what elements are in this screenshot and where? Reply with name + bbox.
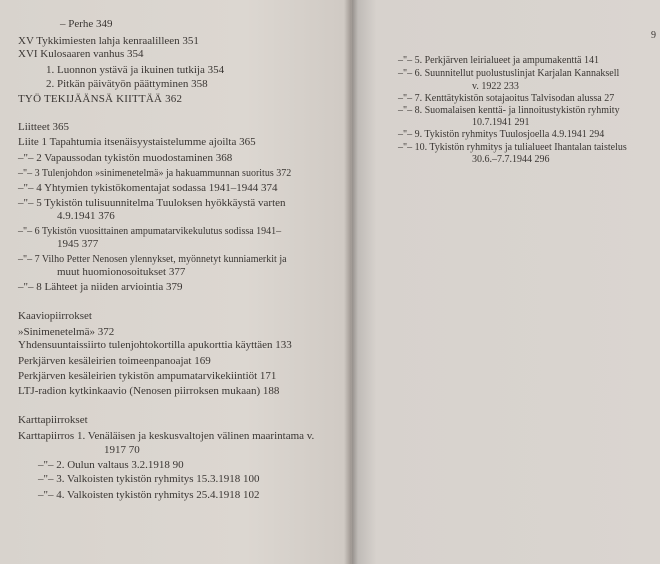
map-line: –"– 9. Tykistön ryhmitys Tuulosjoella 4.9.1941 294 [398,129,605,140]
toc-line: – Perhe 349 [60,18,113,30]
diagram-line: »Sinimenetelmä» 372 [18,326,115,338]
appendix-line: –"– 7 Vilho Petter Nenosen ylennykset, myönnetyt kunniamerkit ja [18,254,287,265]
map-line-cont: 10.7.1941 291 [472,117,530,128]
toc-line: XVI Kulosaaren vanhus 354 [18,48,144,60]
diagram-line: Perkjärven kesäleirien toimeenpanoajat 169 [18,355,211,367]
book-gutter [344,0,358,564]
appendix-line: –"– 4 Yhtymien tykistökomentajat sodassa 1941–1944 374 [18,182,278,194]
map-line: –"– 8. Suomalaisen kenttä- ja linnoitustykistön ryhmity [398,105,620,116]
appendix-line-cont: 4.9.1941 376 [57,210,115,222]
toc-line: XV Tykkimiesten lahja kenraalilleen 351 [18,35,199,47]
right-page [352,0,660,564]
map-line: –"– 10. Tykistön ryhmitys ja tulialueet Ihantalan taistelus [398,142,627,153]
map-line: Karttapiirros 1. Venäläisen ja keskusvaltojen välinen maarintama v. [18,430,315,442]
appendix-line: Liite 1 Tapahtumia itsenäisyystaistelumme ajoilta 365 [18,136,256,148]
toc-line: 2. Pitkän päivätyön päättyminen 358 [46,78,208,90]
map-line: –"– 7. Kenttätykistön sotajaoitus Talvisodan alussa 27 [398,93,615,104]
appendix-line: –"– 6 Tykistön vuosittainen ampumatarvikekulutus sodissa 1941– [18,226,282,237]
toc-line: 1. Luonnon ystävä ja ikuinen tutkija 354 [46,64,225,76]
appendix-line: –"– 2 Vapaussodan tykistön muodostaminen 368 [18,152,233,164]
appendix-line-cont: muut huomionosoitukset 377 [57,266,186,278]
map-line: –"– 6. Suunnitellut puolustuslinjat Karjalan Kannaksell [398,68,620,79]
section-heading: Kaaviopiirrokset [18,310,92,322]
toc-heading: TYÖ TEKIJÄÄNSÄ KIITTÄÄ 362 [18,93,183,105]
diagram-line: LTJ-radion kytkinkaavio (Nenosen piirroksen mukaan) 188 [18,385,280,397]
map-line: –"– 4. Valkoisten tykistön ryhmitys 25.4.1918 102 [38,489,260,501]
diagram-line: Perkjärven kesäleirien tykistön ampumatarvikekiintiöt 171 [18,370,277,382]
map-line: –"– 5. Perkjärven leirialueet ja ampumakenttä 141 [398,55,599,66]
appendix-line-cont: 1945 377 [57,238,99,250]
map-line-cont: v. 1922 233 [472,81,519,92]
map-line: –"– 2. Oulun valtaus 3.2.1918 90 [38,459,184,471]
appendix-line: –"– 5 Tykistön tulisuunnitelma Tuuloksen hyökkäystä varten [18,197,286,209]
map-line-cont: 1917 70 [104,444,140,456]
page-number: 9 [651,30,656,41]
section-heading: Liitteet 365 [18,121,70,133]
appendix-line: –"– 3 Tulenjohdon »sinimenetelmä» ja hakuammunnan suoritus 372 [18,168,292,179]
diagram-line: Yhdensuuntaissiirto tulenjohtokortilla apukorttia käyttäen 133 [18,339,292,351]
section-heading: Karttapiirrokset [18,414,88,426]
map-line: –"– 3. Valkoisten tykistön ryhmitys 15.3.1918 100 [38,473,260,485]
map-line-cont: 30.6.–7.7.1944 296 [472,154,550,165]
appendix-line: –"– 8 Lähteet ja niiden arviointia 379 [18,281,183,293]
